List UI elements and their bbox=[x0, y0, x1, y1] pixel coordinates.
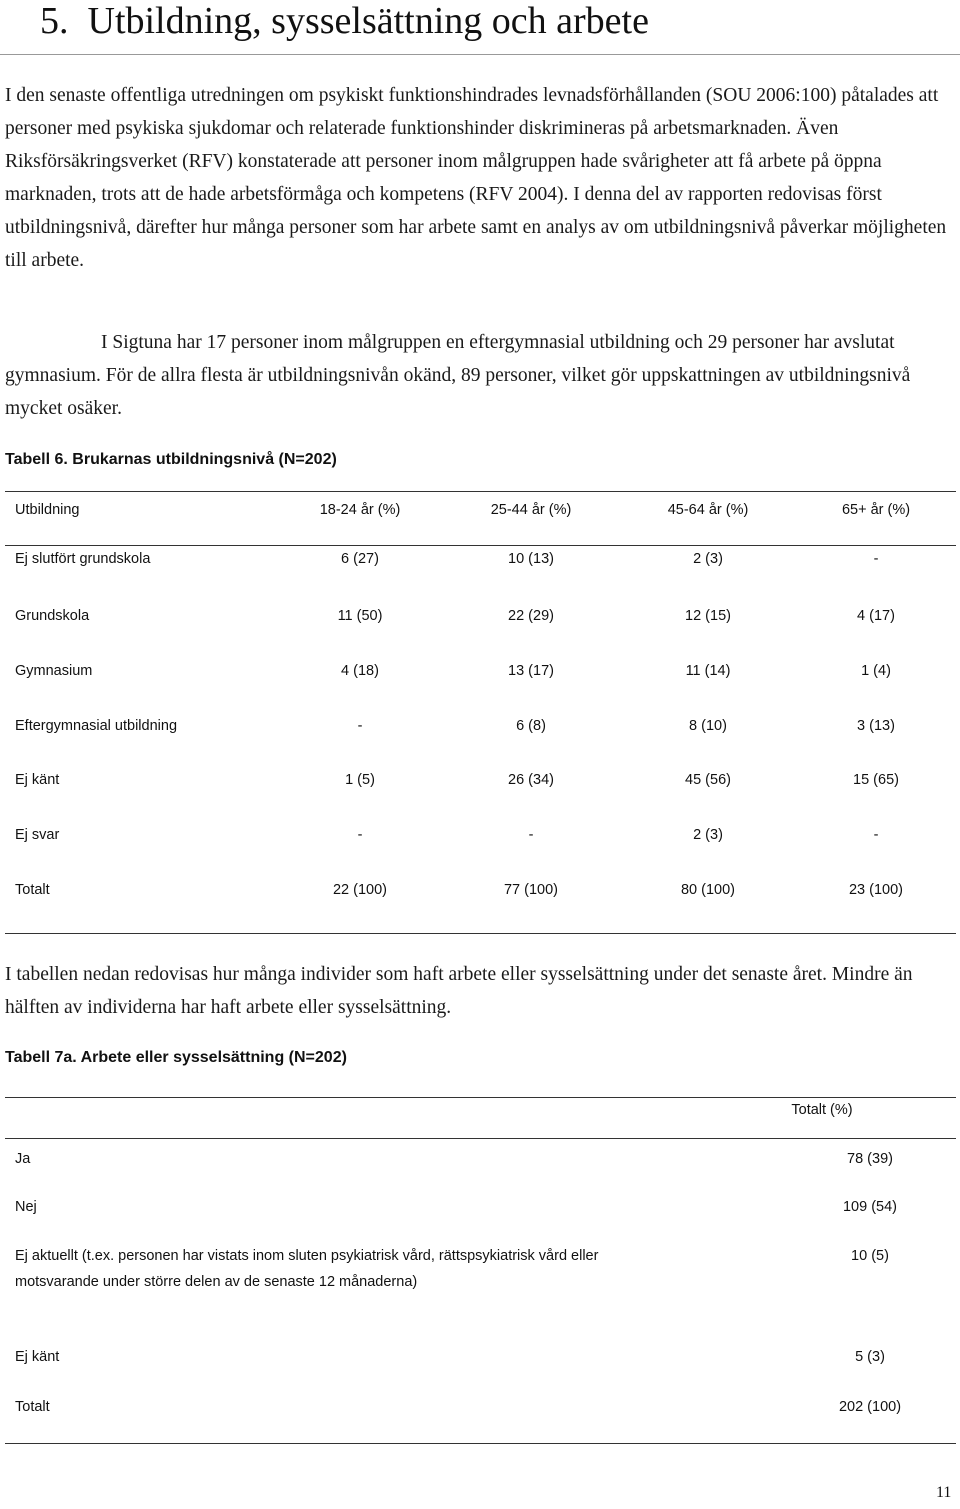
table6-cell: 8 (10) bbox=[689, 718, 727, 734]
section-title: 5. Utbildning, sysselsättning och arbete bbox=[40, 0, 649, 42]
table6-row-label: Eftergymnasial utbildning bbox=[15, 718, 178, 734]
table7a-caption: Tabell 7a. Arbete eller sysselsättning (N=202) bbox=[5, 1049, 347, 1066]
table6-cell: - bbox=[357, 718, 363, 734]
table7a-header-cell: Totalt (%) bbox=[791, 1102, 853, 1118]
table7a-bottom-rule bbox=[5, 1443, 956, 1444]
table6-cell: - bbox=[528, 827, 534, 843]
table6-cell: 4 (17) bbox=[857, 608, 895, 624]
table6-caption: Tabell 6. Brukarnas utbildningsnivå (N=202) bbox=[5, 451, 337, 468]
table7a-total-label: Totalt bbox=[15, 1399, 50, 1415]
table6-cell: 1 (5) bbox=[345, 772, 375, 788]
table6-header-cell: 25-44 år (%) bbox=[490, 502, 572, 518]
table6-total-label: Totalt bbox=[15, 882, 50, 898]
table6-row-label: Ej slutfört grundskola bbox=[15, 551, 151, 567]
table7a-row-label: Ej känt bbox=[15, 1349, 60, 1365]
table6-cell: 2 (3) bbox=[693, 551, 723, 567]
table7a-row-label: Ej aktuellt (t.ex. personen har vistats inom sluten psykiatrisk vård, rättspsykiatrisk vård eller motsvarande under större delen av de senaste 12 månaderna) bbox=[15, 1248, 599, 1290]
table6-total-cell: 77 (100) bbox=[503, 882, 559, 898]
heading-rule bbox=[0, 54, 960, 55]
table6-top-rule bbox=[5, 491, 956, 492]
table6-cell: 12 (15) bbox=[685, 608, 731, 624]
table6-cell: 11 (14) bbox=[685, 663, 731, 679]
sigtuna-paragraph: I Sigtuna har 17 personer inom målgruppen en eftergymnasial utbildning och 29 personer har avslutat gymnasium. För de allra flesta är utbildningsnivån okänd, 89 personer, vilket gör uppskattningen av utbildningsnivå mycket osäker. bbox=[5, 332, 911, 419]
table6-cell: 13 (17) bbox=[508, 663, 554, 679]
table6-cell: - bbox=[873, 551, 879, 567]
table7a-cell: 10 (5) bbox=[851, 1248, 889, 1264]
table6-cell: 11 (50) bbox=[337, 608, 383, 624]
table7a-row-label: Nej bbox=[15, 1199, 37, 1215]
table6-cell: 3 (13) bbox=[857, 718, 895, 734]
table6-total-cell: 80 (100) bbox=[680, 882, 736, 898]
table7a-top-rule bbox=[5, 1097, 956, 1098]
table6-cell: 10 (13) bbox=[508, 551, 554, 567]
table6-header-cell: 18-24 år (%) bbox=[319, 502, 401, 518]
table6-header-cell: 45-64 år (%) bbox=[667, 502, 749, 518]
table6-cell: 22 (29) bbox=[508, 608, 554, 624]
table6-header-cell: 65+ år (%) bbox=[841, 502, 911, 518]
table7a-header-rule bbox=[5, 1138, 956, 1139]
table7a-cell: 5 (3) bbox=[855, 1349, 885, 1365]
table6-cell: 6 (8) bbox=[516, 718, 546, 734]
table7a-row-label: Ja bbox=[15, 1151, 31, 1167]
table6-cell: 2 (3) bbox=[693, 827, 723, 843]
table6-cell: 26 (34) bbox=[508, 772, 554, 788]
table6-bottom-rule bbox=[5, 933, 956, 934]
table6-total-cell: 23 (100) bbox=[848, 882, 904, 898]
table6-header-rule bbox=[5, 545, 956, 546]
table6-cell: 45 (56) bbox=[685, 772, 731, 788]
table6-cell: - bbox=[357, 827, 363, 843]
table7a-total-cell: 202 (100) bbox=[838, 1399, 902, 1415]
employment-paragraph: I tabellen nedan redovisas hur många individer som haft arbete eller sysselsättning under det senaste året. Mindre än hälften av individerna har haft arbete eller sysselsättning. bbox=[5, 964, 913, 1018]
table7a-cell: 109 (54) bbox=[842, 1199, 898, 1215]
table6-row-label: Gymnasium bbox=[15, 663, 93, 679]
table6-row-label: Ej känt bbox=[15, 772, 60, 788]
intro-paragraph: I den senaste offentliga utredningen om psykiskt funktionshindrades levnadsförhållanden (SOU 2006:100) påtalades att personer med psykiska sjukdomar och relaterade funktionshinder diskrimineras på arbetsmarknaden. Även Riksförsäkringsverket (RFV) konstaterade att personer inom målgruppen hade svårigheter att få arbete på öppna marknaden, trots att de hade arbetsförmåga och kompetens (RFV 2004). I denna del av rapporten redovisas först utbildningsnivå, därefter hur många personer som har arbete samt en analys av om utbildningsnivå påverkar möjligheten till arbete. bbox=[5, 85, 947, 271]
table6-cell: 4 (18) bbox=[341, 663, 379, 679]
page-number: 11 bbox=[936, 1484, 952, 1501]
table6-cell: - bbox=[873, 827, 879, 843]
table6-cell: 1 (4) bbox=[861, 663, 891, 679]
table6-row-label: Grundskola bbox=[15, 608, 90, 624]
table6-header-cell: Utbildning bbox=[15, 502, 80, 518]
table6-cell: 6 (27) bbox=[341, 551, 379, 567]
table6-total-cell: 22 (100) bbox=[332, 882, 388, 898]
table6-row-label: Ej svar bbox=[15, 827, 60, 843]
table7a-cell: 78 (39) bbox=[847, 1151, 893, 1167]
table6-cell: 15 (65) bbox=[853, 772, 899, 788]
